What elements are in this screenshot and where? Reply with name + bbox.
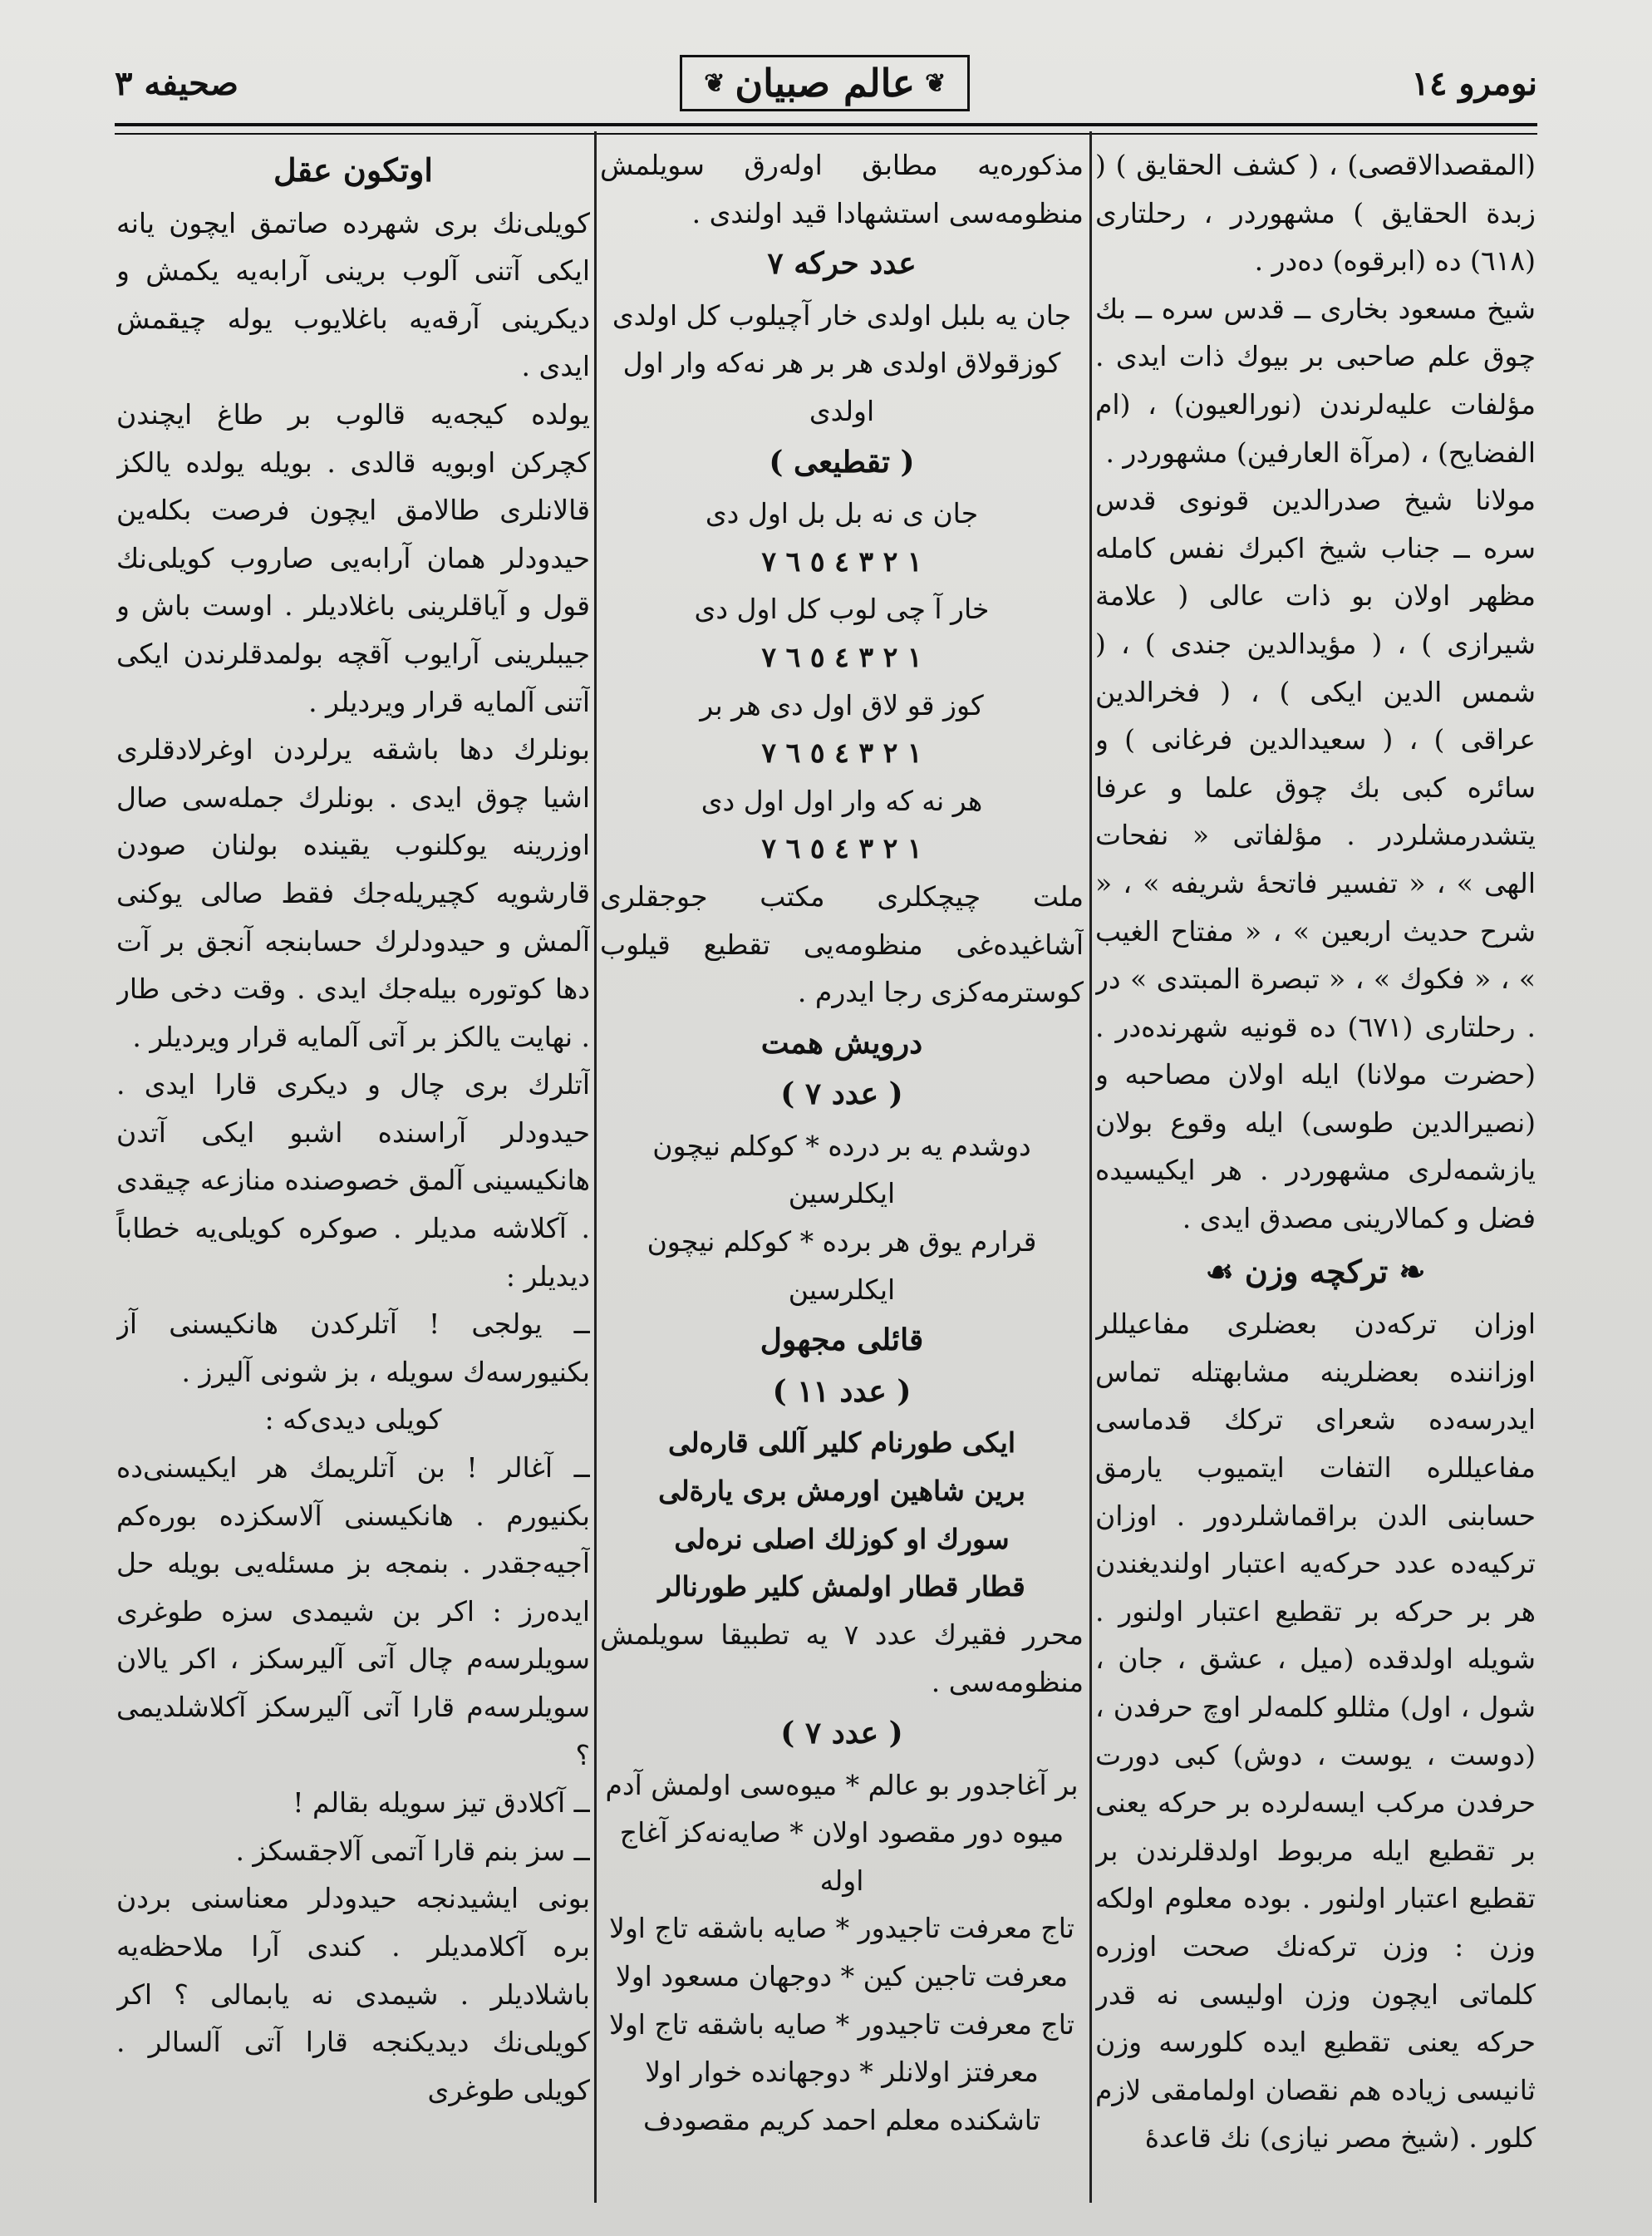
verse-line: قطار قطار اولمش كلير طورنالر (658, 1570, 1025, 1603)
paragraph: مولانا شيخ صدرالدين قونوى قدس سره ــ جناب شيخ اكبرك نفس كامله مظهر اولان بو ذات عالى ( علامة شيرازى ) ، ( مؤيدالدين جندى ) ، ( شمس الدين ايكى ) ، ( فخرالدين عراقى ) ، ( سعيدالدين فرغانى ) و سائره كبى بك چوق علما و عرفا يتشدرمشلردر . مؤلفاتى « نفحات الهى » ، « تفسير فاتحهٔ شريفه » ، « شرح حديث اربعين » ، « مفتاح الغيب » ، « فكوك » ، « تبصرة المبتدى » در . رحلتارى (٦٧١) ده قونيه شهرنده‌در . (حضرت مولانا) ايله اولان مصاحبه و (نصيرالدين طوسى) ايله وقوع بولان يازشمه‌لرى مشهوردر . هر ايكيسيده فضل و كمالارينى مصدق ايدى . (1095, 484, 1536, 1235)
paragraph: بونى ايشيدنجه حيدودلر معناسنى بردن بره آكلامديلر . كندى آرا ملاحظه‌يه باشلاديلر . شيمدى نه يابمالى ؟ اكر كويلى‌نك ديديكنجه قارا آتى آلسالر . كويلى طوغرى (116, 1882, 590, 2106)
paragraph: بونلرك دها باشقه يرلردن اوغرلادقلرى اشيا چوق ايدى . بونلرك جمله‌سى صال اوزرينه يوكلنوب يقينده بولنان صودن قارشويه كچيريله‌جك فقط صالى يوكنى آلمش و حيدودلرك حسابنجه آنجق بر آت دها كوتوره بيله‌جك ايدى . وقت دخى طار . نهايت يالكز بر آتى آلمايه قرار ويرديلر . (116, 733, 590, 1053)
paragraph: شيخ مسعود بخارى ــ قدس سره ــ بك چوق علم صاحبى بر بيوك ذات ايدى . مؤلفات عليه‌لرندن (نورالعيون) ، (ام الفضايح) ، (مرآة العارفين) مشهوردر . (1095, 292, 1536, 469)
paragraph: (المقصدالاقصى) ، ( كشف الحقايق ) ( زبدة الحقايق ) مشهوردر ، رحلتارى (٦١٨) ده (ابرقوه) ده‌در . (1095, 149, 1536, 278)
count-heading: ( عدد ٧ ) (780, 1716, 903, 1751)
count-heading: ( عدد ١١ ) (772, 1373, 912, 1409)
count-heading: ( عدد ٧ ) (780, 1076, 903, 1112)
digit-row: ١ ٢ ٣ ٤ ٥ ٦ ٧ (761, 544, 922, 578)
scan-line: جان ى نه بل بل اول دى (705, 497, 979, 530)
verse-line: سورك او كوزلك اصلى نره‌لى (674, 1522, 1010, 1555)
verse-line: ايكى طورنام كلير آللى قاره‌لى (667, 1426, 1016, 1460)
newspaper-title: عالم صبيان (735, 61, 916, 106)
column-left (116, 141, 590, 2211)
ornament-icon: ❦ (704, 68, 725, 98)
column-divider (1089, 131, 1092, 2203)
verse-line: تاج معرفت تاجيدور * صايه باشقه تاج اولا (609, 1912, 1074, 1945)
verse-line: كوزقولاق اولدى هر بر هر نه‌كه وار اول اولدى (622, 347, 1061, 427)
paragraph: ــ آكلادق تيز سويله بقالم ! (293, 1786, 590, 1820)
paragraph: ــ سز بنم قارا آتمى آلاجقسكز . (235, 1834, 590, 1867)
column-divider (594, 131, 597, 2203)
digit-row: ١ ٢ ٣ ٤ ٥ ٦ ٧ (761, 736, 922, 770)
verse-line: دوشدم يه بر درده * كوكلم نيچون ايكلرسين (652, 1129, 1031, 1210)
page-number: صحيفه ٣ (115, 63, 238, 103)
signature: تاشكنده معلم احمد كريم مقصودف (642, 2103, 1041, 2136)
column-middle (600, 141, 1084, 2211)
author-heading: درويش همت (760, 1025, 923, 1061)
paragraph: ملت چيچكلرى مكتب جوجقلرى آشاغيده‌غى منظومه‌يى تقطيع قيلوب كوسترمه‌كزى رجا ايدرم . (600, 879, 1084, 1009)
digit-row: ١ ٢ ٣ ٤ ٥ ٦ ٧ (761, 640, 922, 673)
paragraph: كويلى‌نك برى شهرده صاتمق ايچون يانه ايكى آتنى آلوب برينى آرابه‌يه يكمش و ديكرينى آرقه‌يه باغلايوب يوله چيقمش ايدى . (116, 206, 590, 383)
section-heading: عدد حركه ٧ (767, 246, 917, 282)
article-title: اوتكون عقل (273, 151, 433, 189)
masthead (115, 46, 1537, 121)
verse-line: معرفت تاجين كين * دوجهان مسعود اولا (615, 1959, 1069, 1992)
ornament-icon: ❧ (1388, 1252, 1426, 1290)
scan-line: كوز قو لاق اول دى هر بر (700, 688, 984, 722)
digit-row: ١ ٢ ٣ ٤ ٥ ٦ ٧ (761, 832, 922, 865)
verse-line: ميوه دور مقصود اولان * صايه‌نه‌كز آغاج اوله (619, 1816, 1064, 1897)
header-rule (115, 123, 1537, 135)
verse-line: معرفتز اولانلر * دوجهانده خوار اولا (645, 2056, 1039, 2089)
column-right (1095, 141, 1536, 2211)
scan-line: خار آ چى لوب كل اول دى (694, 593, 990, 626)
paragraph: اوزان تركه‌دن بعضلرى مفاعيللر اوزاننده بعضلرينه مشابهتله تماس ايدرسه‌ده شعراى تركك قدماسى مفاعيللره التفات ايتميوب يارمق حسابنى الدن براقماشلردور . اوزان تركيه‌ده عدد حركه‌يه اعتبار اولنديغندن هر بر حركه بر تقطيع اعتبار اولنور . شويله اولدقده (ميل ، عشق ، جان ، شول ، اول) مثللو كلمه‌لر اوچ حرفدن ، (دوست ، يوست ، دوش) كبى دورت حرفدن مركب ايسه‌لرده بر حركه يعنى بر تقطيع ايله مربوط اولدقلرندن بر تقطيع اعتبار اولنور . بوده معلوم اولكه وزن : وزن تركه‌نك صحت اوزره كلماتى ايچون وزن اوليسى نه قدر حركه يعنى تقطيع ايده كلورسه وزن ثانيسى زياده هم نقصان اولمامقى لازم كلور . (شيخ مصر نيازى) نك قاعدهٔ (1095, 1308, 1536, 2155)
paragraph: ــ يولجى ! آتلركدن هانكيسنى آز بكنيورسه‌ك سويله ، بز شونى آليرز . (116, 1308, 590, 1388)
paragraph: محرر فقيرك عدد ٧ يه تطبيقا سويلمش منظومه‌سى . (600, 1618, 1084, 1699)
ornament-icon: ❦ (925, 68, 946, 98)
verse-line: بر آغاجدور بو عالم * ميوه‌سى اولمش آدم (605, 1768, 1079, 1801)
verse-line: جان يه بلبل اولدى خار آچيلوب كل اولدى (612, 298, 1072, 332)
verse-line: قرارم يوق هر برده * كوكلم نيچون ايكلرسين (647, 1225, 1037, 1306)
newspaper-title-box (680, 55, 970, 111)
issue-number: نومرو ١٤ (1411, 63, 1537, 103)
paragraph: مذكوره‌يه مطابق اوله‌رق سويلمش منظومه‌سى استشهادا قيد اولندى . (600, 149, 1084, 229)
section-heading: ( تقطيعى ) (769, 444, 915, 480)
verse-line: تاج معرفت تاجيدور * صايه باشقه تاج اولا (609, 2007, 1074, 2041)
scan-line: هر نه كه وار اول اول دى (701, 784, 983, 817)
verse-line: برين شاهين اورمش برى يارة‌لى (658, 1475, 1025, 1508)
paragraph: كويلى ديدى‌كه : (264, 1403, 442, 1436)
paragraph: آتلرك برى چال و ديكرى قارا ايدى . حيدودلر آراسنده اشبو ايكى آتدن هانكيسينى آلمق خصوصنده منازعه چيقدى . آكلاشه مديلر . صوكره كويلى‌يه خطاباً ديديلر : (116, 1068, 590, 1293)
paragraph: ــ آغالر ! بن آتلريمك هر ايكيسنى‌ده بكنيورم . هانكيسنى آلاسكزده بوره‌كم آجيه‌جقدر . بنمجه بز مسئله‌يى بويله حل ايده‌رز : اكر بن شيمدى سزه طوغرى سويلرسه‌م چال آتى آليرسكز ، اكر يالان سويلرسه‌م قارا آتى آليرسكز آكلاشلديمى ؟ (116, 1451, 590, 1771)
paragraph: يولده كيجه‌يه قالوب بر طاغ ايچندن كچركن اوبويه قالدى . بويله يولده يالكز قالانلرى طالامق ايچون فرصت بكله‌ين حيدودلر همان آرابه‌يى صاروب كويلى‌نك قول و آياقلرينى باغلاديلر . اوست باش و جيبلرينى آرايوب آقچه بولمدقلرندن ايكى آتنى آلمايه قرار ويرديلر . (116, 397, 590, 718)
ornament-icon: ☙ (1205, 1252, 1245, 1290)
author-heading: قائلى مجهول (760, 1322, 924, 1358)
section-heading: ❧ تركچه وزن ☙ (1205, 1252, 1426, 1290)
